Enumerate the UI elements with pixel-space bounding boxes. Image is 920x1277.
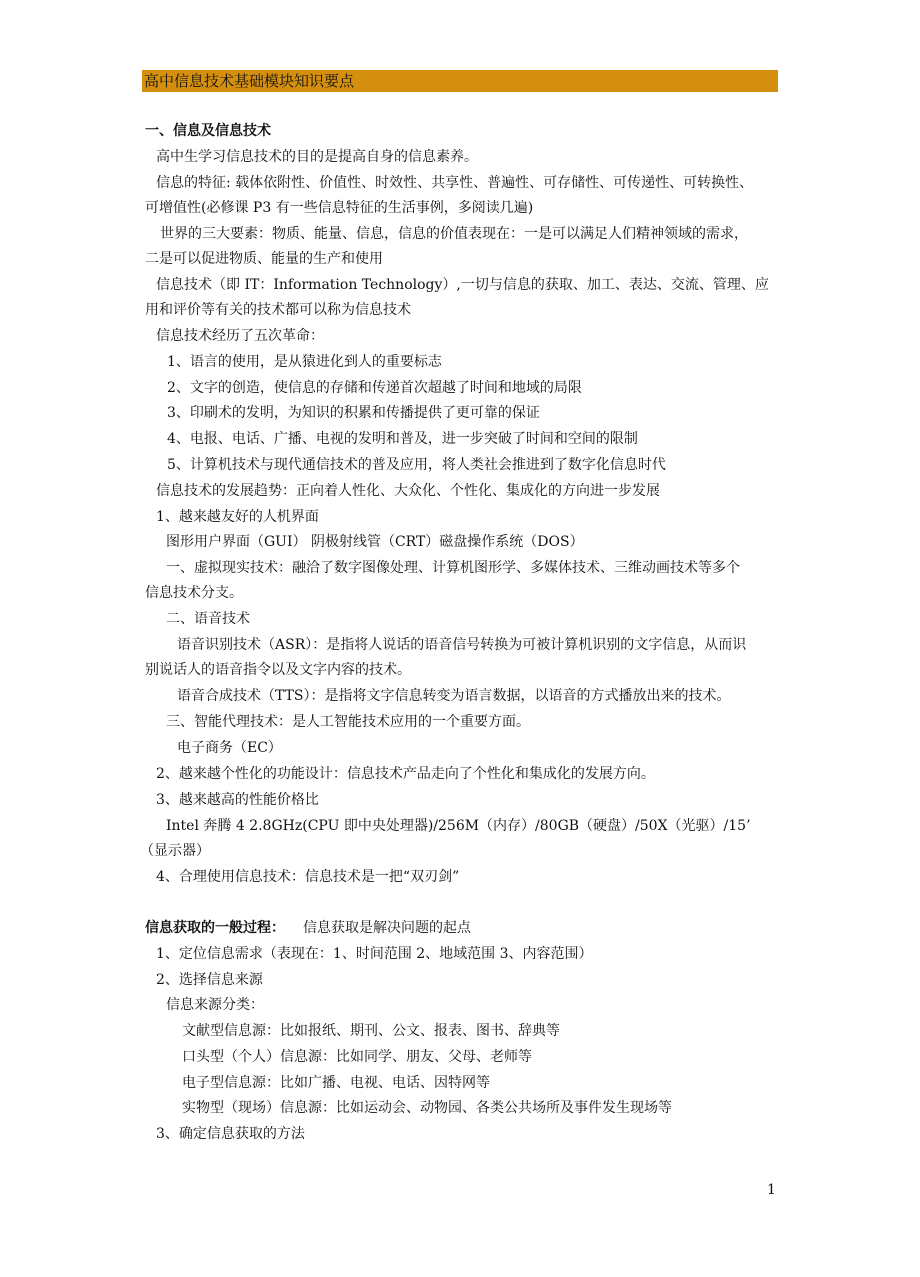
section-heading-2 <box>145 918 471 938</box>
text-line: 信息技术经历了五次革命： <box>156 328 324 344</box>
text-line: 一、虚拟现实技术：融洽了数字图像处理、计算机图形学、多媒体技术、三维动画技术等多个 <box>166 560 740 576</box>
list-item: 口头型（个人）信息源：比如同学、朋友、父母、老师等 <box>182 1049 532 1065</box>
list-item: 4、合理使用信息技术：信息技术是一把“双刃剑” <box>156 869 460 885</box>
list-item: 2、文字的创造，使信息的存储和传递首次超越了时间和地域的局限 <box>167 380 582 396</box>
text-line: 语音合成技术（TTS）：是指将文字信息转变为语言数据，以语音的方式播放出来的技术。 <box>177 688 731 704</box>
text-line: 三、智能代理技术：是人工智能技术应用的一个重要方面。 <box>166 714 530 730</box>
text-line: 电子商务（EC） <box>177 740 282 756</box>
section-heading-1: 一、信息及信息技术 <box>145 123 271 139</box>
text-line: 用和评价等有关的技术都可以称为信息技术 <box>145 302 411 318</box>
text-line: 图形用户界面（GUI） 阴极射线管（CRT）磁盘操作系统（DOS） <box>166 534 584 550</box>
list-item: 3、确定信息获取的方法 <box>156 1126 305 1142</box>
text-line: 信息技术分支。 <box>145 585 243 601</box>
document-title: 高中信息技术基础模块知识要点 <box>142 70 778 92</box>
list-item: 1、语言的使用，是从猿进化到人的重要标志 <box>167 354 442 370</box>
text-line: 高中生学习信息技术的目的是提高自身的信息素养。 <box>156 149 478 165</box>
list-item: 4、电报、电话、广播、电视的发明和普及，进一步突破了时间和空间的限制 <box>167 431 638 447</box>
text-line: Intel 奔腾 4 2.8GHz(CPU 即中央处理器)/256M（内存）/80GB（硬盘）/50X（光驱）/15’ <box>166 818 751 834</box>
text-line: 信息技术（即 IT：Information Technology）,一切与信息的获取、加工、表达、交流、管理、应 <box>156 277 769 293</box>
text-line: 语音识别技术（ASR）：是指将人说话的语音信号转换为可被计算机识别的文字信息，从而识 <box>177 637 747 653</box>
section-heading-2-note: 信息获取是解决问题的起点 <box>303 920 471 936</box>
text-line: 信息来源分类： <box>166 997 264 1013</box>
list-item: 5、计算机技术与现代通信技术的普及应用，将人类社会推进到了数字化信息时代 <box>167 457 666 473</box>
text-line: 信息的特征: 载体依附性、价值性、时效性、共享性、普遍性、可存储性、可传递性、可转换性、 <box>156 175 754 191</box>
list-item: 文献型信息源：比如报纸、期刊、公文、报表、图书、辞典等 <box>182 1023 560 1039</box>
text-line: 世界的三大要素：物质、能量、信息，信息的价值表现在：一是可以满足人们精神领域的需求， <box>160 226 748 242</box>
section-heading-2-label: 信息获取的一般过程： <box>145 920 285 936</box>
text-line: 别说话人的语音指令以及文字内容的技术。 <box>145 662 411 678</box>
page-number: 1 <box>767 1182 776 1198</box>
text-line: 二、语音技术 <box>166 611 250 627</box>
list-item: 3、越来越高的性能价格比 <box>156 792 319 808</box>
list-item: 1、越来越友好的人机界面 <box>156 509 319 525</box>
list-item: 2、选择信息来源 <box>156 972 263 988</box>
list-item: 实物型（现场）信息源：比如运动会、动物园、各类公共场所及事件发生现场等 <box>182 1100 672 1116</box>
list-item: 3、印刷术的发明，为知识的积累和传播提供了更可靠的保证 <box>167 405 540 421</box>
text-line: （显示器） <box>140 843 210 859</box>
list-item: 电子型信息源：比如广播、电视、电话、因特网等 <box>182 1075 490 1091</box>
list-item: 1、定位信息需求（表现在：1、时间范围 2、地域范围 3、内容范围） <box>156 946 593 962</box>
text-line: 二是可以促进物质、能量的生产和使用 <box>145 251 383 267</box>
list-item: 2、越来越个性化的功能设计：信息技术产品走向了个性化和集成化的发展方向。 <box>156 766 655 782</box>
text-line: 信息技术的发展趋势：正向着人性化、大众化、个性化、集成化的方向进一步发展 <box>156 483 660 499</box>
text-line: 可增值性(必修课 P3 有一些信息特征的生活事例，多阅读几遍) <box>145 200 534 216</box>
